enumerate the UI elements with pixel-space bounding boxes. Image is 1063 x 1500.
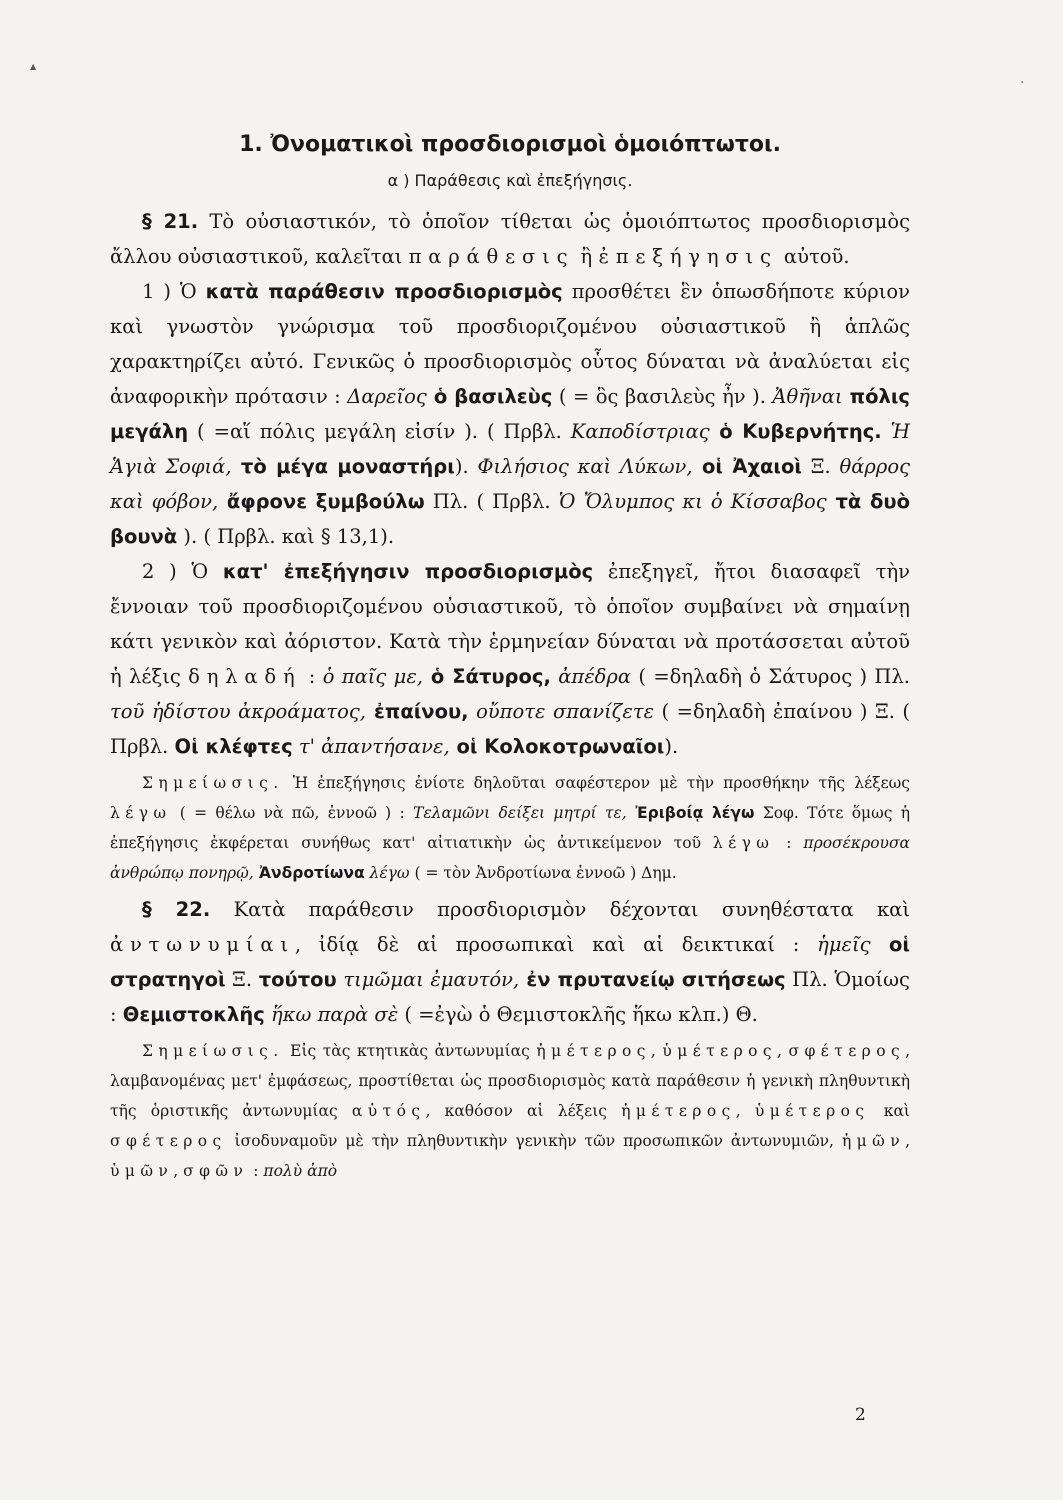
text: Ξ. [225,968,259,991]
bold-term: οἱ Ἀχαιοὶ [692,455,803,478]
note-label: Σημείωσις. [142,774,284,792]
bold-term: οἱ Κολοκοτρωναῖοι [449,735,665,758]
bold-term: τὸ μέγα μοναστήρι [231,455,455,478]
bold-term: ἐπαίνου, [365,700,469,723]
text: ). [454,455,478,478]
scan-mark-right: · [1020,75,1025,91]
text: ( =ἐγὼ ὁ Θεμιστοκλῆς ἥκω κλπ.) Θ. [398,1003,758,1026]
spaced-term: σφῶν [183,1162,249,1180]
spaced-term: αὐτός [351,1102,426,1120]
example: Δαρεῖος [347,385,427,408]
spaced-term: ἀντωνυμίαι [110,933,295,956]
spaced-term: ἡμῶν [841,1132,906,1150]
page-number: 2 [855,1405,866,1425]
text: προσθέτει ἓν ὁπωσδήποτε κύριον καὶ γνωστὸν γνώρισμα τοῦ προσδιοριζομένου οὐσιαστικοῦ ἢ ἁπλῶς χαρακτηρίζει αὐτό. Γενικῶς ὁ προσδιορισμὸς οὗτος δύναται νὰ ἀναλύεται εἰς ἀναφορικὴν πρότασιν : [110,280,910,408]
bold-term: ἐν πρυτανείῳ σιτήσεως [519,968,786,991]
spaced-term: λέγω [712,834,775,852]
note-label: Σημείωσις. [142,1042,284,1060]
text: Ξ. [802,455,840,478]
example: ἡμεῖς [817,933,871,956]
spaced-term: ἐπεξήγησις [598,245,778,268]
bold-term: Ἐριβοίᾳ λέγω [626,804,755,822]
example: ὁ παῖς με, [322,665,423,688]
example: Καποδίστριας [570,420,710,443]
text: ( =δηλαδὴ ἐπαίνου ) Ξ. ( Πρβλ. [110,700,910,758]
bold-term: οἱ στρατηγοὶ [110,933,910,991]
paragraph-2 [110,554,910,764]
text: αὐτοῦ. [777,245,850,268]
example: θάρρος καὶ φόβον, [110,455,910,513]
bold-term: ὁ Κυβερνήτης. [709,420,882,443]
example: οὔποτε σπανίζετε [468,700,655,723]
text: ἢ [574,245,599,268]
example: Ἀθῆναι [772,385,843,408]
bold-term: Θεμιστοκλῆς [122,1003,265,1026]
text: , [173,1162,184,1180]
text: , ἰδίᾳ δὲ αἱ προσωπικαὶ καὶ αἱ δεικτικαί : [294,933,818,956]
spaced-term: ἡμέτερος [536,1042,651,1060]
text: , [777,1042,789,1060]
text: Ἡ ἐπεξήγησις ἐνίοτε δηλοῦται σαφέστερον μὲ τὴν προσθήκην τῆς λέξεως [283,774,910,792]
text: ἐπεξηγεῖ, ἤτοι διασαφεῖ τὴν ἔννοιαν τοῦ προσδιοριζομένου οὐσιαστικοῦ, τὸ ὁποῖον συμβαίνει νὰ σημαίνῃ κάτι γενικὸν καὶ ἀόριστον. Κατὰ τὴν ἑρμηνείαν δύναται νὰ προτάσσεται αὐτοῦ ἡ λέξις [110,560,910,688]
text: 1 ) Ὁ [142,280,206,303]
example: Ὁ Ὄλυμπος κι ὁ Κίσσαβος [558,490,827,513]
bold-term: ὁ Σάτυρος, [422,665,551,688]
example: πολὺ ἀπὸ [263,1162,338,1180]
bold-term: κατὰ παράθεσιν προσδιορισμὸς [205,280,563,303]
section-title: 1. Ὀνοματικοὶ προσδιορισμοὶ ὁμοιόπτωτοι. [239,132,781,157]
example: Ἡ Ἁγιὰ Σοφιά, [110,420,911,478]
note-1 [110,768,910,888]
paragraph-1 [110,274,910,554]
text: : [774,834,804,852]
example: ἥκω παρὰ σὲ [264,1003,399,1026]
text: 2 ) Ὁ [142,560,223,583]
section-number: § 22. [142,898,211,921]
spaced-term: σφέτερος [110,1132,227,1150]
note-2 [110,1036,910,1186]
spaced-term: σφέτερος [788,1042,906,1060]
text: , λαμβανομένας μετ' ἐμφάσεως, προστίθεται ὡς προσδιορισμὸς κατὰ παράθεσιν ἡ γενικὴ πληθυντικὴ τῆς ὁριστικῆς ἀντωνυμίας [110,1042,911,1120]
text: ( = θέλω νὰ πῶ, ἐννοῶ ) : [171,804,413,822]
text: Εἰς τὰς κτητικὰς ἀντωνυμίας [283,1042,537,1060]
document-page [110,118,910,1190]
bold-term: ὁ βασιλεὺς [426,385,553,408]
text: καὶ [869,1102,910,1120]
text: ( = τὸν Ἀνδροτίωνα ἐννοῶ ) Δημ. [409,864,677,882]
bold-term: Οἱ κλέφτες [174,735,293,758]
example: Φιλήσιος καὶ Λύκων, [477,455,693,478]
text: Πλ. ( Πρβλ. [424,490,559,513]
text: ). [664,735,679,758]
spaced-term: παράθεσις [408,245,575,268]
text: Σοφ. Τότε ὅμως ἡ ἐπεξήγησις ἐκφέρεται συνήθως κατ' αἰτιατικὴν ὡς ἀντικείμενον τοῦ [110,804,910,852]
example: τιμῶμαι ἐμαυτόν, [336,968,520,991]
text: Τὸ οὐσιαστικόν, τὸ ὁποῖον τίθεται ὡς ὁμοιόπτωτος προσδιορισμὸς ἄλλου οὐσιαστικοῦ, καλεῖται [110,210,910,268]
spaced-term: ὑμῶν [110,1162,174,1180]
section-subtitle: α ) Παράθεσις καὶ ἐπεξήγησις. [387,171,633,190]
example: Τελαμῶνι δείξει μητρί τε, [413,804,627,822]
section-number: § 21. [142,210,199,233]
text: , καθόσον αἱ λέξεις [425,1102,622,1120]
bold-term: κατ' ἐπεξήγησιν προσδιορισμὸς [222,560,594,583]
text: , [905,1132,910,1150]
text: : [301,665,323,688]
text: , [735,1102,755,1120]
paragraph-22 [110,892,910,1032]
text: ). ( Πρβλ. καὶ § 13,1). [177,525,395,548]
spaced-term: λέγω [110,804,172,822]
spaced-term: ὑμέτερος [754,1102,870,1120]
text: , [650,1042,663,1060]
text: ( =δηλαδὴ ὁ Σάτυρος ) Πλ. [631,665,910,688]
text: Πλ. Ὁμοίως : [110,968,910,1026]
text: : [248,1162,264,1180]
text: ( = ὃς βασιλεὺς ἦν ). [552,385,773,408]
example: προσέκρουσα ἀνθρώπῳ πονηρῷ, [110,834,910,882]
bold-term: ἄφρονε ξυμβούλω [218,490,425,513]
spaced-term: δηλαδή [188,665,302,688]
text: Κατὰ παράθεσιν προσδιορισμὸν δέχονται συνηθέστατα καὶ [210,898,910,921]
text: ἰσοδυναμοῦν μὲ τὴν πληθυντικὴν γενικὴν τῶν προσωπικῶν ἀντωνυμιῶν, [226,1132,842,1150]
spaced-term: ἡμέτερος [621,1102,736,1120]
bold-term: Ἀνδροτίωνα [253,864,365,882]
example: τ' ἀπαντήσανε, [292,735,450,758]
scan-mark: ▲ [30,62,37,71]
example: ἀπέδρα [550,665,632,688]
paragraph-21 [110,204,910,274]
example: τοῦ ἡδίστου ἀκροάματος, [110,700,366,723]
bold-term: τὰ δυὸ βουνὰ [110,490,910,548]
example: λέγω [364,864,410,882]
bold-term: πόλις μεγάλη [110,385,910,443]
bold-term: τούτου [258,968,337,991]
spaced-term: ὑμέτερος [662,1042,778,1060]
text: ( =αἵ πόλις μεγάλη εἰσίν ). ( Πρβλ. [188,420,571,443]
